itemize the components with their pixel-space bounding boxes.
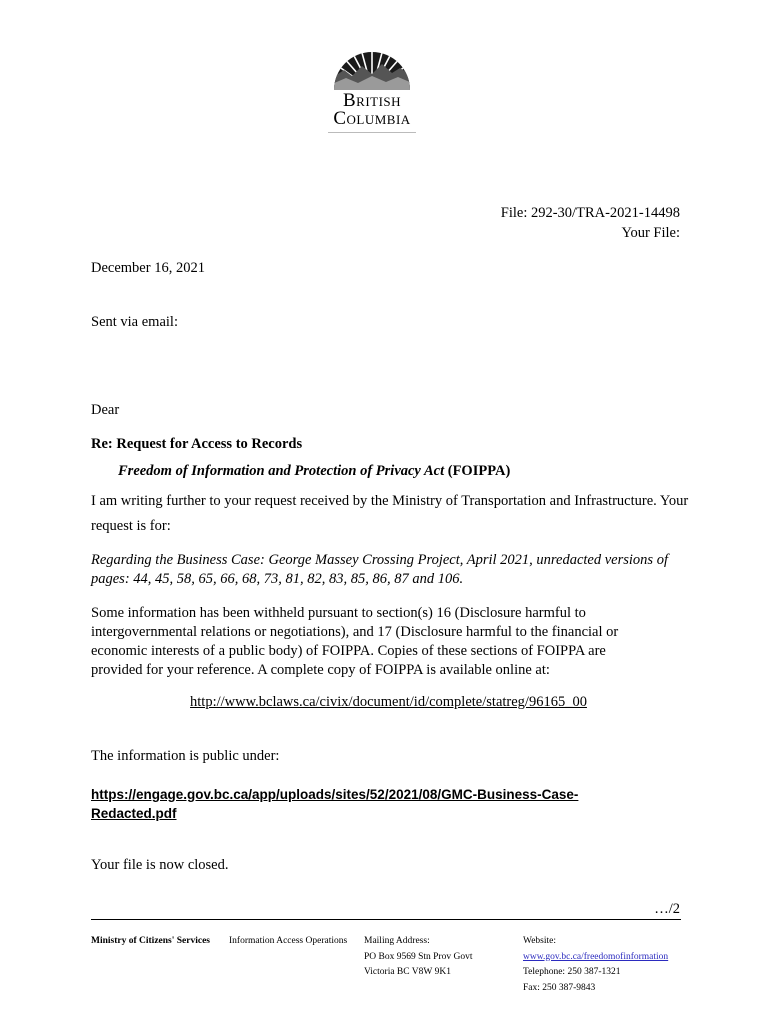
act-title-line (118, 463, 510, 480)
request-intro-paragraph: I am writing further to your request received by the Ministry of Transportation and Infrastructure. Your request is for: (91, 493, 689, 534)
telephone: Telephone: 250 387-1321 (523, 967, 621, 977)
public-intro-line: The information is public under: (91, 748, 280, 764)
website-label: Website: (523, 936, 557, 946)
quoted-request-paragraph: Regarding the Business Case: George Massey Crossing Project, April 2021, unredacted versions of pages: 44, 45, 58, 65, 66, 68, 73, 81, 82, 83, 85, 86, 87 and 106. (91, 552, 668, 587)
website-link[interactable]: www.gov.bc.ca/freedomofinformation (523, 951, 669, 962)
salutation: Dear (91, 402, 120, 418)
your-file-label: Your File: (621, 225, 680, 241)
footer-divider (91, 919, 681, 920)
file-closed-line: Your file is now closed. (91, 857, 229, 873)
fax: Fax: 250 387-9843 (523, 982, 596, 993)
footer-ministry: Ministry of Citizens' Services (91, 936, 210, 946)
bclaws-link[interactable]: http://www.bclaws.ca/civix/document/id/complete/statreg/96165_00 (190, 694, 587, 710)
footer-contact (523, 934, 668, 996)
footer-office: Information Access Operations (229, 936, 348, 946)
mailing-label: Mailing Address: (364, 936, 430, 946)
logo-text-columbia: Columbia (333, 108, 411, 129)
engage-link[interactable]: https://engage.gov.bc.ca/app/uploads/sites/52/2021/08/GMC-Business-Case-Redacted.pdf (91, 787, 579, 821)
page-continuation-marker: …/2 (654, 901, 680, 917)
bclaws-link-line (91, 694, 686, 711)
letter-date: December 16, 2021 (91, 260, 205, 276)
bc-sun-mountains-emblem-icon (332, 40, 412, 92)
act-abbreviation: (FOIPPA) (444, 463, 511, 479)
logo-text-british: British (342, 90, 402, 111)
logo-divider (328, 132, 416, 133)
sent-via-line: Sent via email: (91, 314, 178, 330)
mailing-line-1: PO Box 9569 Stn Prov Govt (364, 951, 473, 962)
mailing-line-2: Victoria BC V8W 9K1 (364, 967, 451, 977)
act-title: Freedom of Information and Protection of Privacy Act (118, 463, 445, 479)
withheld-paragraph: Some information has been withheld pursuant to section(s) 16 (Disclosure harmful to intergovernmental relations or negotiations), and 17 (Disclosure harmful to the financial or economic interests of a public body) of FOIPPA. Copies of these sections of FOIPPA are provided for your reference. A complete copy of FOIPPA is available online at: (91, 605, 619, 678)
file-number: File: 292-30/TRA-2021-14498 (500, 205, 680, 221)
subject-line: Re: Request for Access to Records (91, 436, 303, 452)
footer-mailing-address (364, 934, 472, 981)
bc-logo (312, 40, 432, 148)
